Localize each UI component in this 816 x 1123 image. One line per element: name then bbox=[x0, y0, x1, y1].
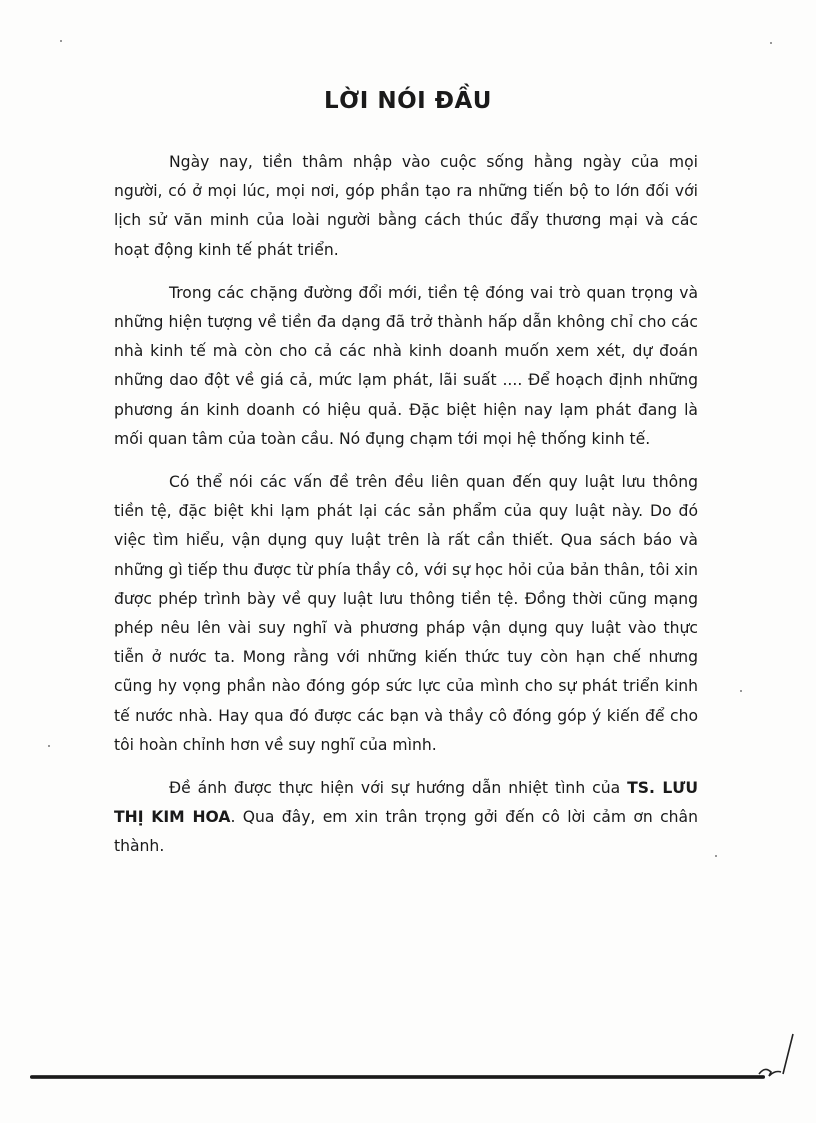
speck bbox=[60, 40, 62, 42]
speck bbox=[48, 745, 50, 747]
paragraph-1: Ngày nay, tiền thâm nhập vào cuộc sống hằng ngày của mọi người, có ở mọi lúc, mọi nơi, góp phần tạo ra những tiến bộ to lớn đối với lịch sử văn minh của loài người bằng cách thúc đẩy thương mại và các hoạt động kinh tế phát triển. bbox=[114, 153, 698, 259]
supervisor-name: TS. LƯU THỊ KIM HOA bbox=[114, 779, 698, 827]
acknowledgement-text-end: . Qua đây, em xin trân trọng gởi đến cô lời cảm ơn chân thành. bbox=[114, 808, 698, 856]
paragraph-4 bbox=[114, 774, 698, 862]
paragraph-2: Trong các chặng đường đổi mới, tiền tệ đóng vai trò quan trọng và những hiện tượng về tiền đa dạng đã trở thành hấp dẫn không chỉ cho các nhà kinh tế mà còn cho cả các nhà kinh doanh muốn xem xét, dự đoán những dao đột về giá cả, mức lạm phát, lãi suất .... Để hoạch định những phương án kinh doanh có hiệu quả. Đặc biệt hiện nay lạm phát đang là mối quan tâm của toàn cầu. Nó đụng chạm tới mọi hệ thống kinh tế. bbox=[114, 283, 698, 448]
pen-mark-icon bbox=[755, 1030, 795, 1080]
bottom-rule bbox=[30, 1075, 765, 1079]
page-title: LỜI NÓI ĐẦU bbox=[324, 88, 492, 114]
acknowledgement-text: Đề ánh được thực hiện với sự hướng dẫn nhiệt tình của bbox=[169, 779, 628, 798]
speck bbox=[715, 855, 717, 857]
speck bbox=[740, 690, 742, 692]
paragraph-3: Có thể nói các vấn đề trên đều liên quan đến quy luật lưu thông tiền tệ, đặc biệt khi lạm phát lại các sản phẩm của quy luật này. Do đó việc tìm hiểu, vận dụng quy luật trên là rất cần thiết. Qua sách báo và những gì tiếp thu được từ phía thầy cô, với sự học hỏi của bản thân, tôi xin được phép trình bày về quy luật lưu thông tiền tệ. Đồng thời cũng mạng phép nêu lên vài suy nghĩ và phương pháp vận dụng quy luật vào thực tiễn ở nước ta. Mong rằng với những kiến thức tuy còn hạn chế nhưng cũng hy vọng phần nào đóng góp sức lực của mình cho sự phát triển kinh tế nước nhà. Hay qua đó được các bạn và thầy cô đóng góp ý kiến để cho tôi hoàn chỉnh hơn về suy nghĩ của mình. bbox=[114, 473, 698, 754]
speck bbox=[770, 42, 772, 44]
body-text bbox=[114, 148, 698, 876]
